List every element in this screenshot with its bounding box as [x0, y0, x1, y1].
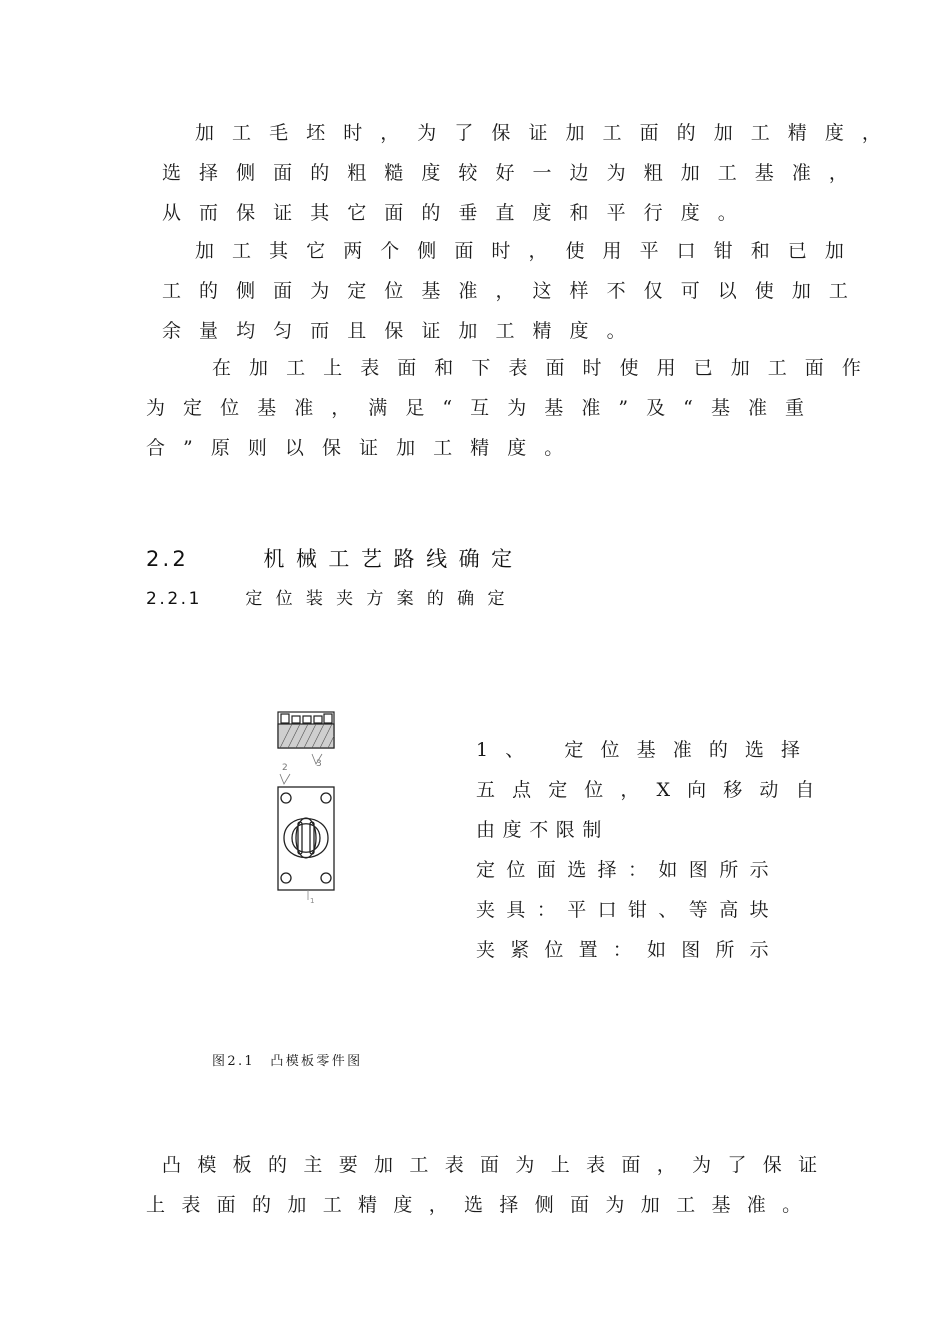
subsection-title: 定位装夹方案的确定: [245, 589, 518, 609]
section-2-2-heading: [146, 543, 524, 573]
note-line-3: 由度不限制: [476, 819, 610, 841]
paragraph-2-line-3: 余量均匀而且保证加工精度。: [162, 320, 644, 342]
note-line-2: 五点定位，X向移动自: [476, 779, 832, 801]
mark-label-bottom: 1: [310, 897, 315, 904]
paragraph-1-line-3: 从而保证其它面的垂直度和平行度。: [162, 202, 755, 224]
paragraph-3-line-1: 在加工上表面和下表面时使用已加工面作: [212, 357, 879, 379]
plan-view: [278, 787, 334, 890]
paragraph-4-line-1: 凸模板的主要加工表面为上表面，为了保证: [162, 1154, 834, 1176]
note-line-1: 1、 定位基准的选择: [476, 739, 818, 761]
figure-caption: 图2.1 凸模板零件图: [212, 1054, 363, 1069]
note-line-6: 夹紧位置：如图所示: [476, 939, 784, 961]
paragraph-3-line-2: 为定位基准，满足“互为基准”及“基准重: [146, 397, 823, 419]
paragraph-2-line-1: 加工其它两个侧面时，使用平口钳和已加: [195, 240, 862, 262]
section-view: [278, 712, 334, 748]
note-line-4: 定位面选择：如图所示: [476, 859, 781, 881]
section-title: 机械工艺路线确定: [263, 547, 524, 571]
paragraph-4-line-2: 上表面的加工精度，选择侧面为加工基准。: [146, 1194, 818, 1216]
paragraph-3-line-3: 合”原则以保证加工精度。: [146, 437, 582, 459]
paragraph-2-line-2: 工的侧面为定位基准，这样不仅可以使加工: [162, 280, 866, 302]
paragraph-1-line-1: 加工毛坯时，为了保证加工面的加工精度，: [195, 122, 899, 144]
mark-label-side: 3: [316, 759, 322, 769]
section-number: 2.2: [146, 547, 189, 571]
note-line-5: 夹具：平口钳、等高块: [476, 899, 781, 921]
section-2-2-1-heading: [146, 584, 518, 609]
paragraph-1-line-2: 选择侧面的粗糙度较好一边为粗加工基准，: [162, 162, 866, 184]
part-drawing-figure: [268, 704, 348, 904]
mark-label-top: 2: [282, 763, 288, 773]
subsection-number: 2.2.1: [146, 589, 203, 609]
